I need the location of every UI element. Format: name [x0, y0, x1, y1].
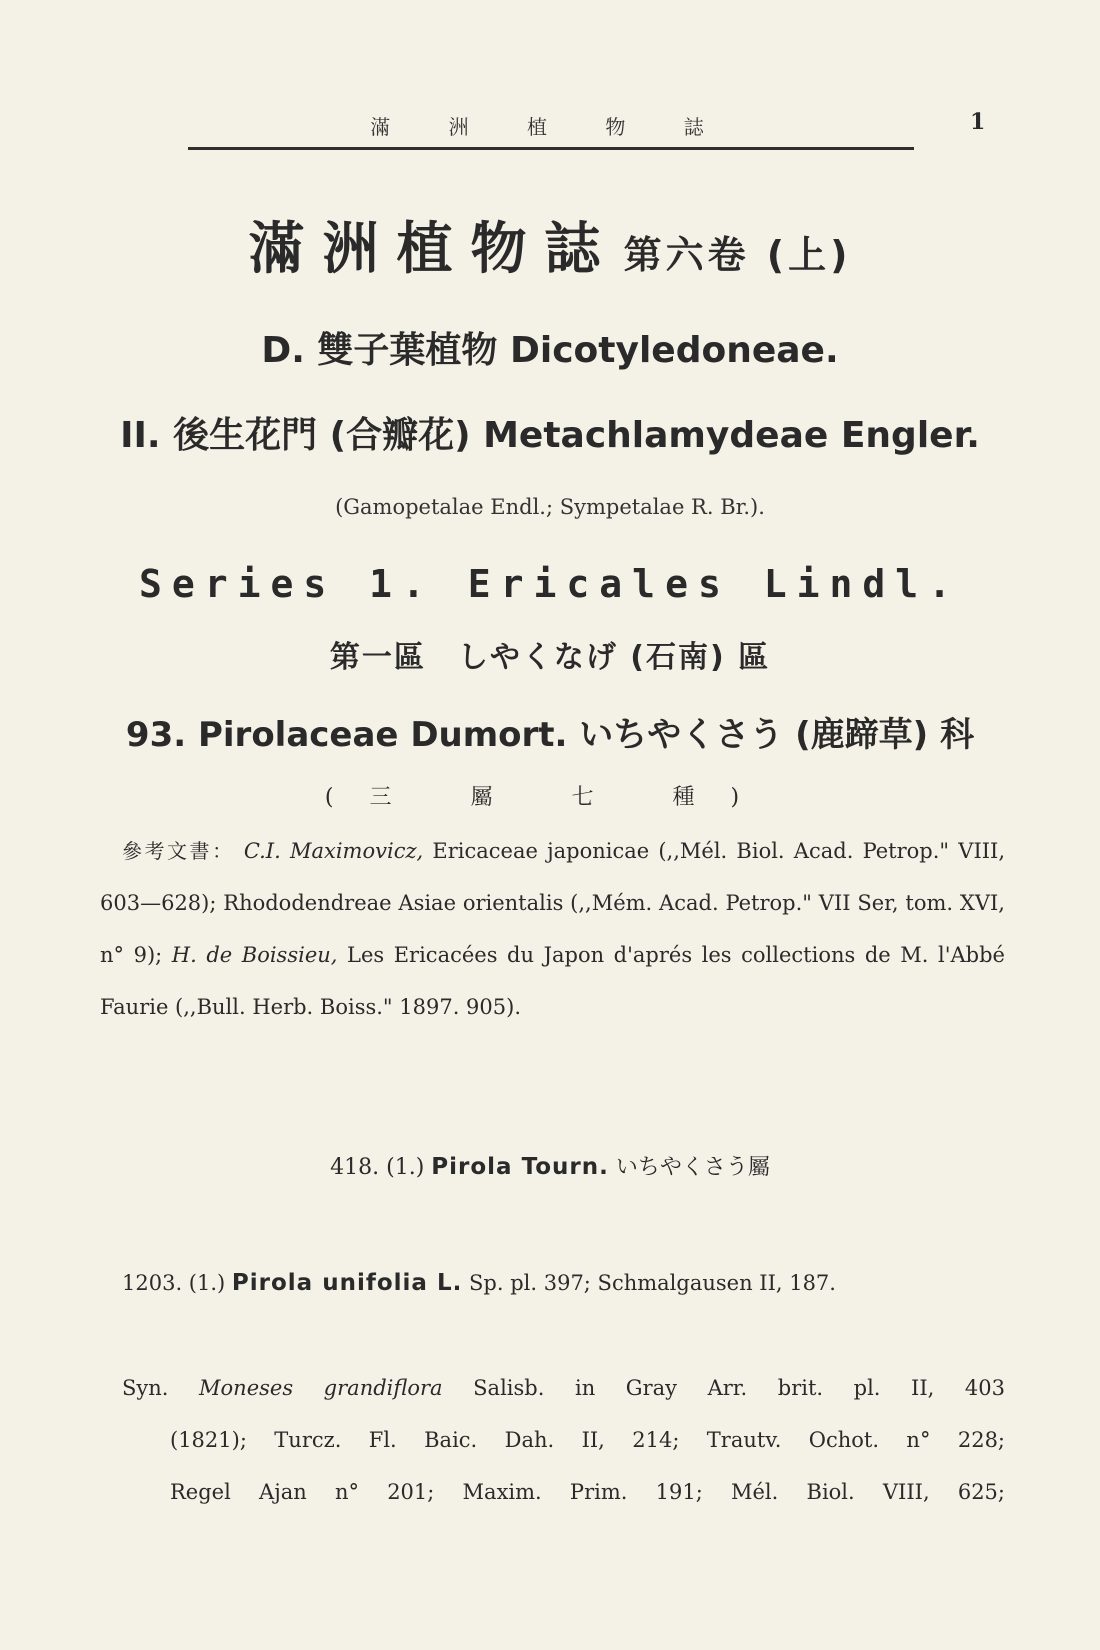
species-number: 1203. (1.)	[122, 1271, 226, 1295]
running-header	[0, 105, 1100, 145]
book-title	[0, 205, 1100, 285]
reference-text-1: Ericaceae japonicae (,,Mél. Biol. Acad. Petrop." VIII, 603—628); Rhododendreae Asiae orientalis (,,Mém. Acad. Petrop." VII Ser, tom. XVI, n° 9);	[100, 839, 1006, 967]
division-heading: D. 雙子葉植物 Dicotyledoneae.	[261, 330, 839, 371]
references-paragraph	[100, 825, 1005, 1033]
synonym-name: Moneses grandiflora	[199, 1376, 443, 1400]
family-note: (三 屬 七 種)	[324, 785, 776, 810]
running-title: 滿 洲 植 物 誌	[370, 115, 730, 139]
synonym-line-1	[122, 1362, 1005, 1414]
reference-text-2: Les Ericacées du Japon d'aprés les collections de M. l'Abbé Faurie (,,Bull. Herb. Boiss." 1897. 905).	[100, 943, 1005, 1019]
species-entry	[100, 1257, 1005, 1309]
synonym-line-1-text: Salisb. in Gray Arr. brit. pl. II, 403	[473, 1376, 1005, 1400]
synonym-label: Syn.	[122, 1376, 169, 1400]
synonym-line-3: Regel Ajan n° 201; Maxim. Prim. 191; Mél. Biol. VIII, 625;	[170, 1480, 1005, 1504]
reference-author-2: H. de Boissieu,	[171, 943, 338, 967]
genus-heading	[0, 1150, 1100, 1181]
species-name: Pirola unifolia L.	[231, 1270, 463, 1296]
genus-number: 418. (1.)	[330, 1155, 425, 1180]
series-heading: Series 1. Ericales Lindl.	[139, 562, 961, 606]
genus-japanese: いちやくさう屬	[615, 1155, 770, 1180]
synonym-line-2: (1821); Turcz. Fl. Baic. Dah. II, 214; Trautv. Ochot. n° 228;	[170, 1428, 1005, 1452]
series-japanese-heading: 第一區 しやくなげ (石南) 區	[329, 640, 771, 675]
page-number: 1	[970, 109, 986, 135]
synonyms-paragraph	[122, 1362, 1005, 1518]
title-main: 滿洲植物誌	[248, 217, 619, 282]
family-heading: 93. Pirolaceae Dumort. いちやくさう (鹿蹄草) 科	[125, 715, 975, 755]
subclass-note: (Gamopetalae Endl.; Sympetalae R. Br.).	[335, 495, 765, 519]
title-volume: 第六卷 (上)	[623, 233, 852, 277]
reference-author-1: C.I. Maximovicz,	[243, 839, 424, 863]
genus-name: Pirola Tourn.	[431, 1154, 609, 1180]
header-rule	[188, 147, 914, 150]
subclass-heading: II. 後生花門 (合瓣花) Metachlamydeae Engler.	[120, 415, 980, 456]
references-label: 參考文書：	[122, 839, 235, 863]
species-citation: Sp. pl. 397; Schmalgausen II, 187.	[469, 1271, 836, 1295]
